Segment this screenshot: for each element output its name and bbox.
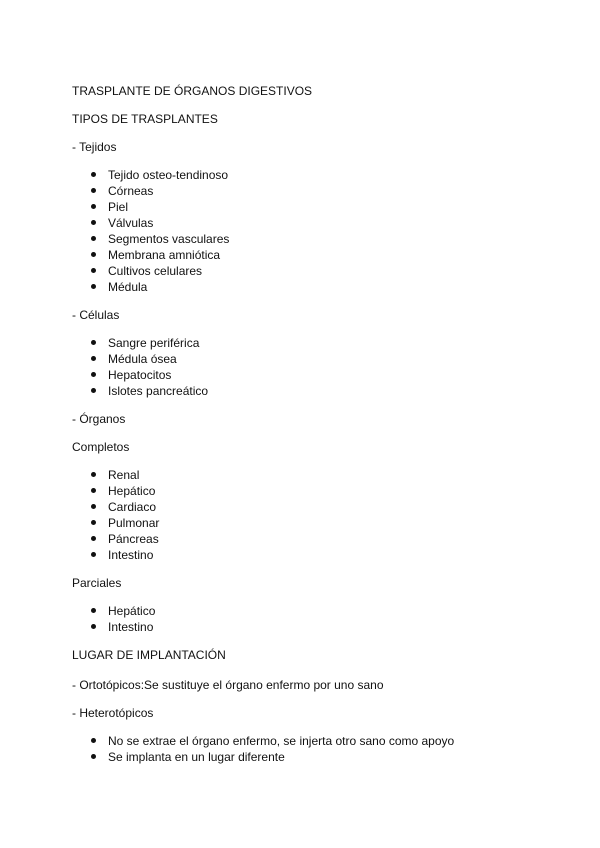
bullet-icon [91,608,96,613]
list-item: Hepatocitos [91,367,171,383]
subheading-completos: Completos [72,440,130,454]
list-item: Médula [91,279,147,295]
list-item: Sangre periférica [91,335,199,351]
bullet-icon [91,220,96,225]
bullet-icon [91,340,96,345]
bullet-icon [91,504,96,509]
list-item: Tejido osteo-tendinoso [91,167,228,183]
document-title: TRASPLANTE DE ÓRGANOS DIGESTIVOS [72,84,313,98]
bullet-icon [91,536,96,541]
bullet-icon [91,372,96,377]
subheading-heterotopicos: - Heterotópicos [72,706,154,720]
section-heading-lugar: LUGAR DE IMPLANTACIÓN [72,648,226,662]
list-item: Piel [91,199,128,215]
bullet-icon [91,252,96,257]
bullet-icon [91,488,96,493]
list-item: Válvulas [91,215,153,231]
list-item: Cardiaco [91,499,156,515]
bullet-icon [91,204,96,209]
bullet-icon [91,172,96,177]
list-item: Córneas [91,183,153,199]
bullet-icon [91,472,96,477]
bullet-icon [91,520,96,525]
subheading-celulas: - Células [72,308,120,322]
bullet-icon [91,356,96,361]
list-item: Hepático [91,483,155,499]
bullet-icon [91,268,96,273]
bullet-icon [91,738,96,743]
bullet-icon [91,236,96,241]
subheading-tejidos: - Tejidos [72,140,117,154]
list-item: Islotes pancreático [91,383,208,399]
list-item: Se implanta en un lugar diferente [91,749,285,765]
section-heading-tipos: TIPOS DE TRASPLANTES [72,112,218,126]
list-item: Renal [91,467,139,483]
bullet-icon [91,552,96,557]
list-item: No se extrae el órgano enfermo, se injerta otro sano como apoyo [91,733,454,749]
bullet-icon [91,388,96,393]
bullet-icon [91,754,96,759]
list-item: Cultivos celulares [91,263,202,279]
bullet-icon [91,188,96,193]
list-item: Membrana amniótica [91,247,220,263]
list-item: Intestino [91,619,153,635]
subheading-organos: - Órganos [72,412,126,426]
paragraph-ortotopicos: - Ortotópicos:Se sustituye el órgano enfermo por uno sano [72,678,384,692]
bullet-icon [91,624,96,629]
list-item: Páncreas [91,531,159,547]
list-item: Pulmonar [91,515,159,531]
list-item: Médula ósea [91,351,177,367]
list-item: Hepático [91,603,155,619]
subheading-parciales: Parciales [72,576,122,590]
bullet-icon [91,284,96,289]
list-item: Intestino [91,547,153,563]
list-item: Segmentos vasculares [91,231,229,247]
